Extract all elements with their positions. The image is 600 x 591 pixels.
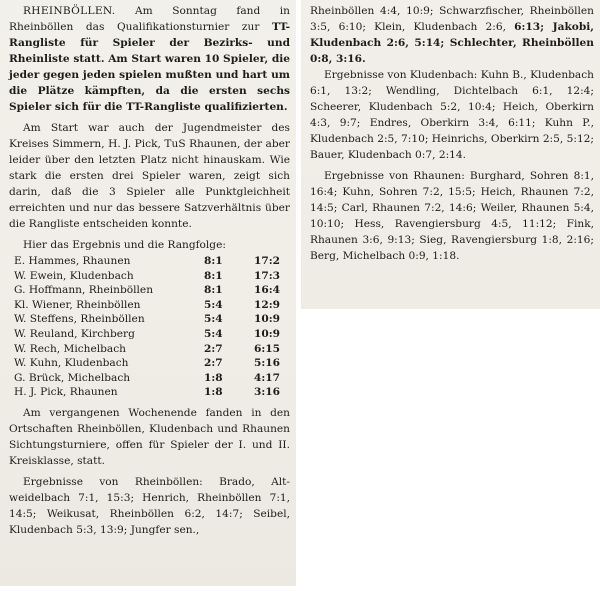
player-name: G. Brück, Michelbach [14,371,131,384]
ranking-row [14,269,280,284]
lead-text-bold: TT-Rangliste für Spieler der Bezirks- und Rheinliste statt. Am Start waren 10 Spieler, die jeder gegen jeden spielen mußten und hart um die Plätze kämpften, da die ersten sechs Spieler sich für die TT-Rangliste qualifizierten. [9,21,290,113]
results-rheinboellen-continued-bold: 6:13; Jakobi, Kludenbach 2:6, 5:14; Schlechter, Rheinböllen 0:8, 3:16. [310,21,594,65]
player-name: G. Hoffmann, Rheinböllen [14,284,154,297]
results-rheinboellen: Ergebnisse von Rheinböllen: Brado, Altweidelbach 7:1, 15:3; Henrich, Rheinböllen 7:1, 14:5; Weikusat, Rheinböllen 6:2, 14:7; Seibel, Kludenbach 5:3, 13:9; Jungfer sen., [9,475,290,536]
games-score: 1:8 [204,371,223,384]
player-name: W. Rech, Michelbach [14,342,127,355]
ranking-row [14,298,280,313]
games-score: 8:1 [204,255,223,267]
games-score: 2:7 [204,342,223,355]
sets-score: 17:2 [253,255,280,267]
player-name: H. J. Pick, Rhaunen [14,386,118,399]
sets-score: 10:9 [253,327,280,340]
games-score: 5:4 [204,327,223,340]
article-paragraph-youth-champion: Am Start war auch der Jugendmeister des Kreises Simmern, H. J. Pick, TuS Rhaunen, der aber leider über den letzten Platz nicht hinauskam. Wie stark die ersten drei Spieler waren, zeigt sich darin, daß die 3 Spieler alle Punktgleichheit erreichten und nur das bessere Satzverhältnis über die Rangliste entscheiden konnte. [9,122,290,230]
results-kludenbach: Ergebnisse von Kludenbach: Kuhn B., Kludenbach 6:1, 13:2; Wendling, Dichtelbach 6:1, 12:4; Scheerer, Kludenbach 5:2, 10:4; Heich, Oberkirn 4:3, 9:7; Endres, Oberkirn 3:4, 6:11; Kuhn P., Kludenbach 2:5, 7:10; Heinrichs, Oberkirn 2:5, 5:12; Bauer, Kludenbach 0:7, 2:14. [310,69,594,161]
article-lead-paragraph [9,3,290,115]
games-score: 5:4 [204,298,223,311]
games-score: 1:8 [204,386,223,399]
games-score: 2:7 [204,357,223,370]
article-column-left [0,0,296,586]
sets-score: 3:16 [253,386,280,399]
dateline: RHEINBÖLLEN. [23,5,116,17]
ranking-row [14,327,280,342]
sets-score: 4:17 [253,371,280,384]
ranking-table [14,254,280,400]
ranking-row [14,254,280,269]
player-name: Kl. Wiener, Rheinböllen [14,298,141,311]
player-name: W. Steffens, Rheinböllen [14,313,145,326]
ranking-intro: Hier das Ergebnis und die Rangfolge: [23,239,226,251]
article-column-right [301,0,600,309]
results-rhaunen: Ergebnisse von Rhaunen: Burghard, Sohren 8:1, 16:4; Kuhn, Sohren 7:2, 15:5; Heich, Rhaunen 7:2, 14:5; Carl, Rhaunen 7:2, 14:6; Weiler, Rhaunen 5:4, 10:10; Hess, Ravengiersburg 4:5, 11:12; Fink, Rhaunen 3:6, 9:13; Sieg, Ravengiersburg 1:8, 2:16; Berg, Michelbach 0:9, 1:18. [310,170,594,262]
sets-score: 16:4 [253,284,280,297]
games-score: 5:4 [204,313,223,326]
player-name: W. Reuland, Kirchberg [14,327,135,340]
ranking-row [14,371,280,386]
games-score: 8:1 [204,269,223,282]
lead-text: Am Sonntag fand in Rheinböllen das Qualifikationsturnier zur [9,5,290,33]
sets-score: 6:15 [253,342,280,355]
ranking-row [14,342,280,357]
player-name: E. Hammes, Rhaunen [14,255,131,267]
games-score: 8:1 [204,284,223,297]
player-name: W. Kuhn, Kludenbach [14,357,129,370]
results-rheinboellen-continued [310,3,594,67]
sets-score: 12:9 [253,298,280,311]
article-paragraph-weekend: Am vergangenen Wochenende fanden in den Ortschaften Rheinböllen, Kludenbach und Rhaunen Sichtungsturniere, offen für Spieler der I. und II. Kreisklasse, statt. [9,406,290,467]
sets-score: 17:3 [253,269,280,282]
ranking-row [14,356,280,371]
results-rheinboellen-continued-text: Rheinböllen 4:4, 10:9; Schwarzfischer, Rheinböllen 3:5, 6:10; Klein, Kludenbach 2:6, [310,5,594,33]
sets-score: 10:9 [253,313,280,326]
ranking-row [14,283,280,298]
ranking-row [14,312,280,327]
player-name: W. Ewein, Kludenbach [14,269,134,282]
ranking-row [14,385,280,400]
sets-score: 5:16 [253,357,280,370]
